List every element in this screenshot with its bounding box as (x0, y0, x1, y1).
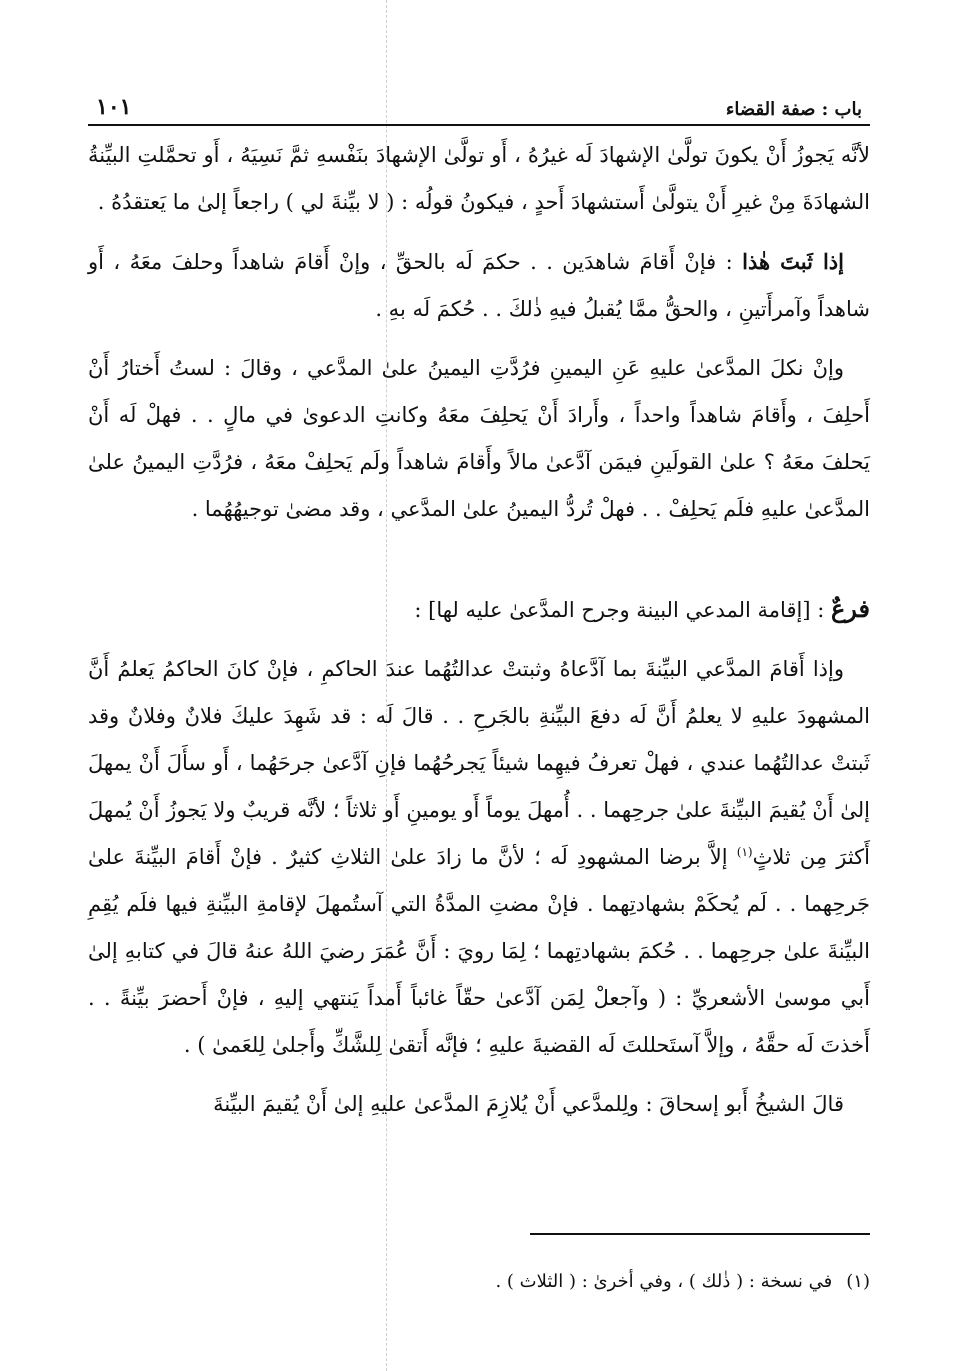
branch-title: : [إقامة المدعي البينة وجرح المدَّعىٰ عليه لها] : (414, 598, 831, 622)
branch-word: فرعٌ (830, 594, 870, 623)
document-page (88, 82, 870, 1322)
paragraph: لأنَّه يَجوزُ أَنْ يكونَ تولَّىٰ الإشهادَ لَه غيرُهُ ، أَو تولَّىٰ الإشهادَ بنَفْسهِ ثمَّ نَسِيَهُ ، أَو تحمَّلتِ البيِّنةُ الشهادَةَ مِنْ غيرِ أَنْ يتولَّىٰ أَستشهادَ أَحدٍ ، فيكونُ قولُه : ( لا بيِّنةَ لي ) راجعاً إلىٰ ما يَعتقدُهُ . (88, 143, 870, 214)
paragraph-lead: إذا ثَبتَ هٰذا (742, 249, 844, 274)
footnote-marker[interactable]: (١) (736, 845, 753, 859)
paragraph (88, 646, 870, 1069)
running-header (88, 82, 870, 126)
footnote-divider (530, 1233, 870, 1235)
paragraph: قالَ الشيخُ أَبو إسحاقَ : ولِلمدَّعي أَنْ يُلازِمَ المدَّعىٰ عليهِ إلىٰ أَنْ يُقيمَ البيِّنةَ (213, 1092, 844, 1116)
paragraph (88, 238, 870, 333)
footnote-number: (١) (846, 1271, 870, 1292)
footnote (88, 1267, 870, 1297)
paragraph-text: : فإنْ أَقامَ شاهدَين . . حكمَ لَه بالحقِّ ، وإنْ أَقامَ شاهداً وحلفَ معَهُ ، أَو شاهداً وآمرأَتينِ ، والحقُّ ممَّا يُقبلُ فيهِ ذٰلكَ . . حُكمَ لَه بهِ . (88, 250, 870, 321)
paragraph-text: وإذا أَقامَ المدَّعي البيِّنةَ بما آدَّعاهُ وثبتتْ عدالتُهُما عندَ الحاكمِ ، فإنْ كانَ الحاكمُ يَعلمُ أَنَّ المشهودَ عليهِ لا يعلمُ أَنَّ لَه دفعَ البيِّنةِ بالجَرحِ . . قالَ لَه : قد شَهِدَ عليكَ فلانٌ وفلانٌ وقد ثَبتتْ عدالتُهُما عندي ، فهلْ تعرفُ فيهِما شيئاً يَجرحُهُما فإنِ آدَّعىٰ جرحَهُما ، أَو سأَلَ أَنْ يمهلَ إلىٰ أَنْ يُقيمَ البيِّنةَ علىٰ جرحِهما . . أُمهلَ يوماً أَو يومينِ أَو ثلاثاً ؛ لأنَّه قريبٌ ولا يَجوزُ أَنْ يُمهلَ أَكثرَ مِن ثلاثٍ (88, 657, 870, 869)
page-number: ١٠١ (96, 94, 132, 120)
body-text (88, 132, 870, 1128)
paragraph-text: إلاَّ برضا المشهودِ لَه ؛ لأنَّ ما زادَ علىٰ الثلاثِ كثيرٌ . فإنْ أَقامَ البيِّنةَ علىٰ جَرحِهما . . لَم يُحكَمْ بشهادتِهما . فإنْ مضتِ المدَّةُ التي آستُمهلَ لإقامةِ البيِّنةِ فيها فلَم يُقِمِ البيِّنةَ علىٰ جرحِهما . . حُكمَ بشهادتِهما ؛ لِمَا رويَ : أَنَّ عُمَرَ رضيَ اللهُ عنهُ قالَ في كتابهِ إلىٰ أَبي موسىٰ الأشعريِّ : ( وآجعلْ لِمَن آدَّعىٰ حقّاً غائباً أَمداً يَنتهي إليهِ ، فإنْ أَحضرَ بيِّنةً . . أَخذتَ لَه حقَّهُ ، وإلاَّ آستَحللتَ لَه القضيةَ عليهِ ؛ فإنَّه أَتقىٰ لِلشَّكِّ وأَجلىٰ لِلعَمىٰ ) . (88, 845, 870, 1057)
paragraph: وإنْ نكلَ المدَّعىٰ عليهِ عَنِ اليمينِ فرُدَّتِ اليمينُ علىٰ المدَّعي ، وقالَ : لستُ أَختارُ أَنْ أَحلِفَ ، وأَقامَ شاهداً واحداً ، وأَرادَ أَنْ يَحلِفَ معَهُ وكانتِ الدعوىٰ في مالٍ . . فهلْ لَه أَنْ يَحلفَ معَهُ ؟ علىٰ القولَينِ فيمَن آدَّعىٰ مالاً وأَقامَ شاهداً ولَم يَحلِفْ معَهُ ، فرُدَّتِ اليمينُ علىٰ المدَّعىٰ عليهِ فلَم يَحلِفْ . . فهلْ تُردُّ اليمينُ علىٰ المدَّعي ، وقد مضىٰ توجيهُهُما . (88, 356, 870, 521)
footnote-text: في نسخة : ( ذٰلك ) ، وفي أخرىٰ : ( الثلاث ) . (495, 1271, 833, 1292)
chapter-title: باب : صفة القضاء (725, 99, 862, 120)
branch-heading (88, 585, 870, 634)
